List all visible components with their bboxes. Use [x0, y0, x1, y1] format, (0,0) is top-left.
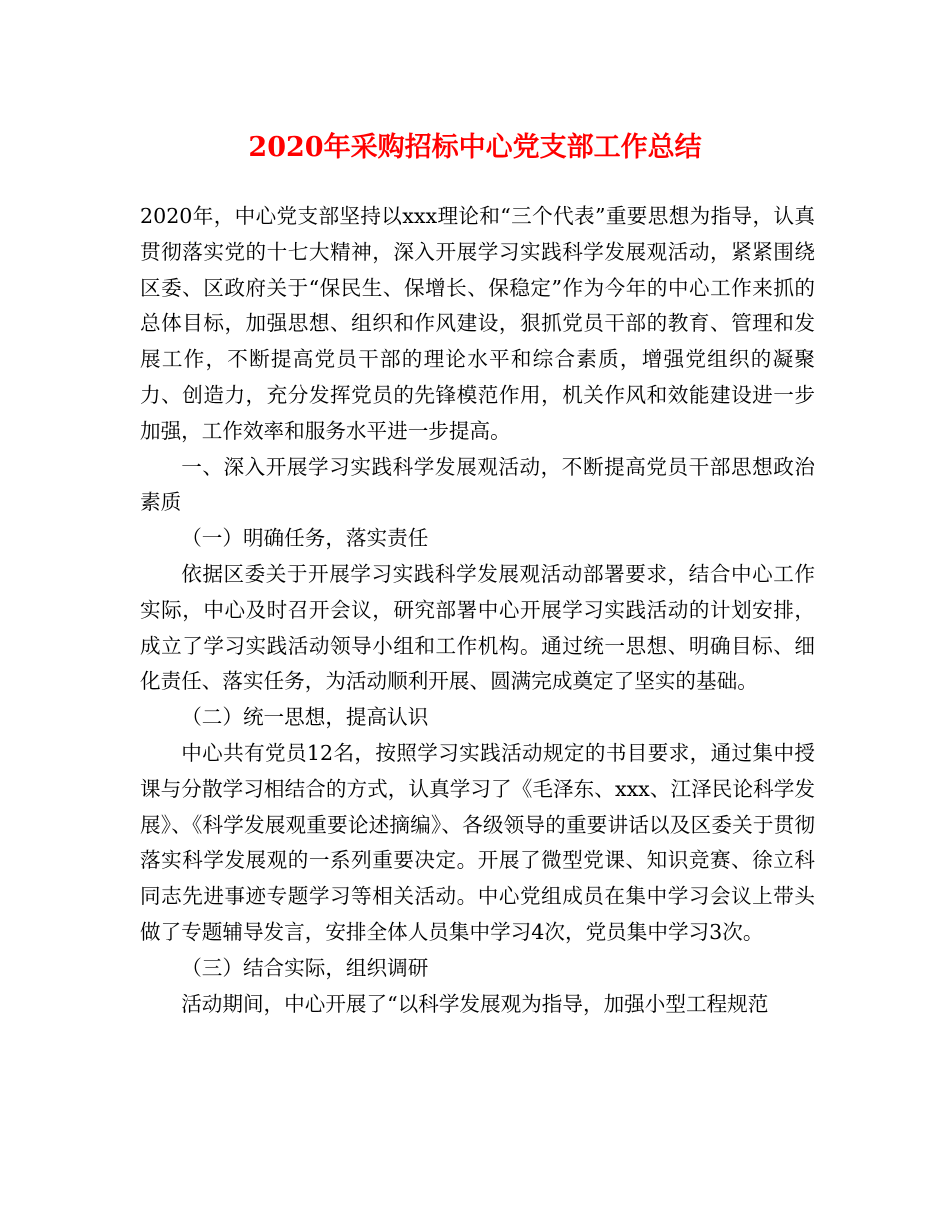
subsection-heading-2: （二）统一思想，提高认识 — [181, 705, 429, 730]
paragraph-1: 依据区委关于开展学习实践科学发展观活动部署要求，结合中心工作实际，中心及时召开会议，研究部署中心开展学习实践活动的计划安排，成立了学习实践活动领导小组和工作机构。通过统一思想、明确目标、细化责任、落实任务，为活动顺利开展、圆满完成奠定了坚实的基础。 — [140, 561, 815, 694]
section-heading-1: 一、深入开展学习实践科学发展观活动，不断提高党员干部思想政治素质 — [140, 454, 815, 515]
subsection-heading-3: （三）结合实际，组织调研 — [181, 955, 429, 980]
document-title: 2020年采购招标中心党支部工作总结 — [248, 132, 702, 163]
document-body — [140, 199, 815, 1022]
paragraph-2: 中心共有党员12名，按照学习实践活动规定的书目要求，通过集中授课与分散学习相结合的方式，认真学习了《毛泽东、xxx、江泽民论科学发展》、《科学发展观重要论述摘编》、各级领导的重要讲话以及区委关于贯彻落实科学发展观的一系列重要决定。开展了微型党课、知识竞赛、徐立科同志先进事迹专题学习等相关活动。中心党组成员在集中学习会议上带头做了专题辅导发言，安排全体人员集中学习4次，党员集中学习3次。 — [140, 740, 815, 944]
paragraph-intro: 2020年，中心党支部坚持以xxx理论和“三个代表”重要思想为指导，认真贯彻落实党的十七大精神，深入开展学习实践科学发展观活动，紧紧围绕区委、区政府关于“保民生、保增长、保稳定”作为今年的中心工作来抓的总体目标，加强思想、组织和作风建设，狠抓党员干部的教育、管理和发展工作，不断提高党员干部的理论水平和综合素质，增强党组织的凝聚力、创造力，充分发挥党员的先锋模范作用，机关作风和效能建设进一步加强，工作效率和服务水平进一步提高。 — [140, 204, 815, 443]
subsection-heading-1: （一）明确任务，落实责任 — [181, 526, 429, 551]
paragraph-3: 活动期间，中心开展了“以科学发展观为指导，加强小型工程规范 — [181, 991, 769, 1016]
